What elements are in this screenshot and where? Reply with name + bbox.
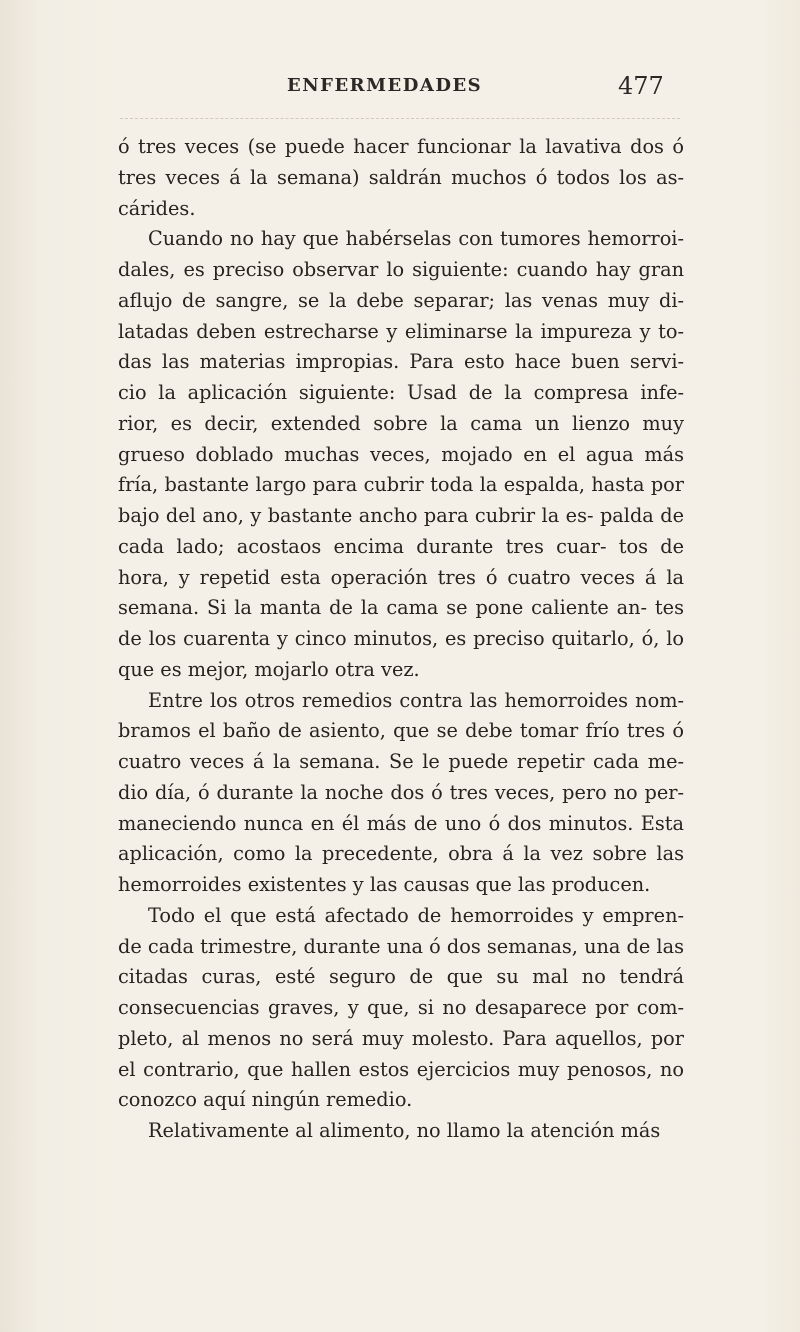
running-title: ENFERMEDADES xyxy=(287,75,483,96)
paragraph: Entre los otros remedios contra las hemorroides nom- bramos el baño de asiento, que se debe tomar frío tres ó cuatro veces á la semana. Se le puede repetir cada me- dio día, ó durante la noche dos ó tres veces, pero no per- maneciendo nunca en él más de uno ó dos minutos. Esta aplicación, como la precedente, obra á la vez sobre las hemorroides existentes y las causas que las producen. xyxy=(118,688,684,896)
body-text xyxy=(118,132,684,1147)
page-number: 477 xyxy=(618,72,664,100)
paragraph-continuation: ó tres veces (se puede hacer funcionar la lavativa dos ó tres veces á la semana) saldrán muchos ó todos los as- cárides. xyxy=(118,135,684,220)
paragraph: Cuando no hay que habérselas con tumores hemorroi- dales, es preciso observar lo siguiente: cuando hay gran aflujo de sangre, se la debe separar; las venas muy di- latadas deben estrecharse y eliminarse la impureza y to- das las materias impropias. Para esto hace buen servi- cio la aplicación siguiente: Usad de la compresa infe- rior, es decir, extended sobre la cama un lienzo muy grueso doblado muchas veces, mojado en el agua más fría, bastante largo para cubrir toda la espalda, hasta por bajo del ano, y bastante ancho para cubrir la es- palda de cada lado; acostaos encima durante tres cuar- tos de hora, y repetid esta operación tres ó cuatro veces á la semana. Si la manta de la cama se pone caliente an- tes de los cuarenta y cinco minutos, es preciso quitarlo, ó, lo que es mejor, mojarlo otra vez. xyxy=(118,227,684,681)
page-header xyxy=(0,72,800,102)
paragraph: Relativamente al alimento, no llamo la atención más xyxy=(148,1119,661,1142)
header-rule xyxy=(120,118,680,119)
paragraph: Todo el que está afectado de hemorroides y empren- de cada trimestre, durante una ó dos semanas, una de las citadas curas, esté seguro de que su mal no tendrá consecuencias graves, y que, si no desaparece por com- pleto, al menos no será muy molesto. Para aquellos, por el contrario, que hallen estos ejercicios muy penosos, no conozco aquí ningún remedio. xyxy=(118,903,684,1112)
